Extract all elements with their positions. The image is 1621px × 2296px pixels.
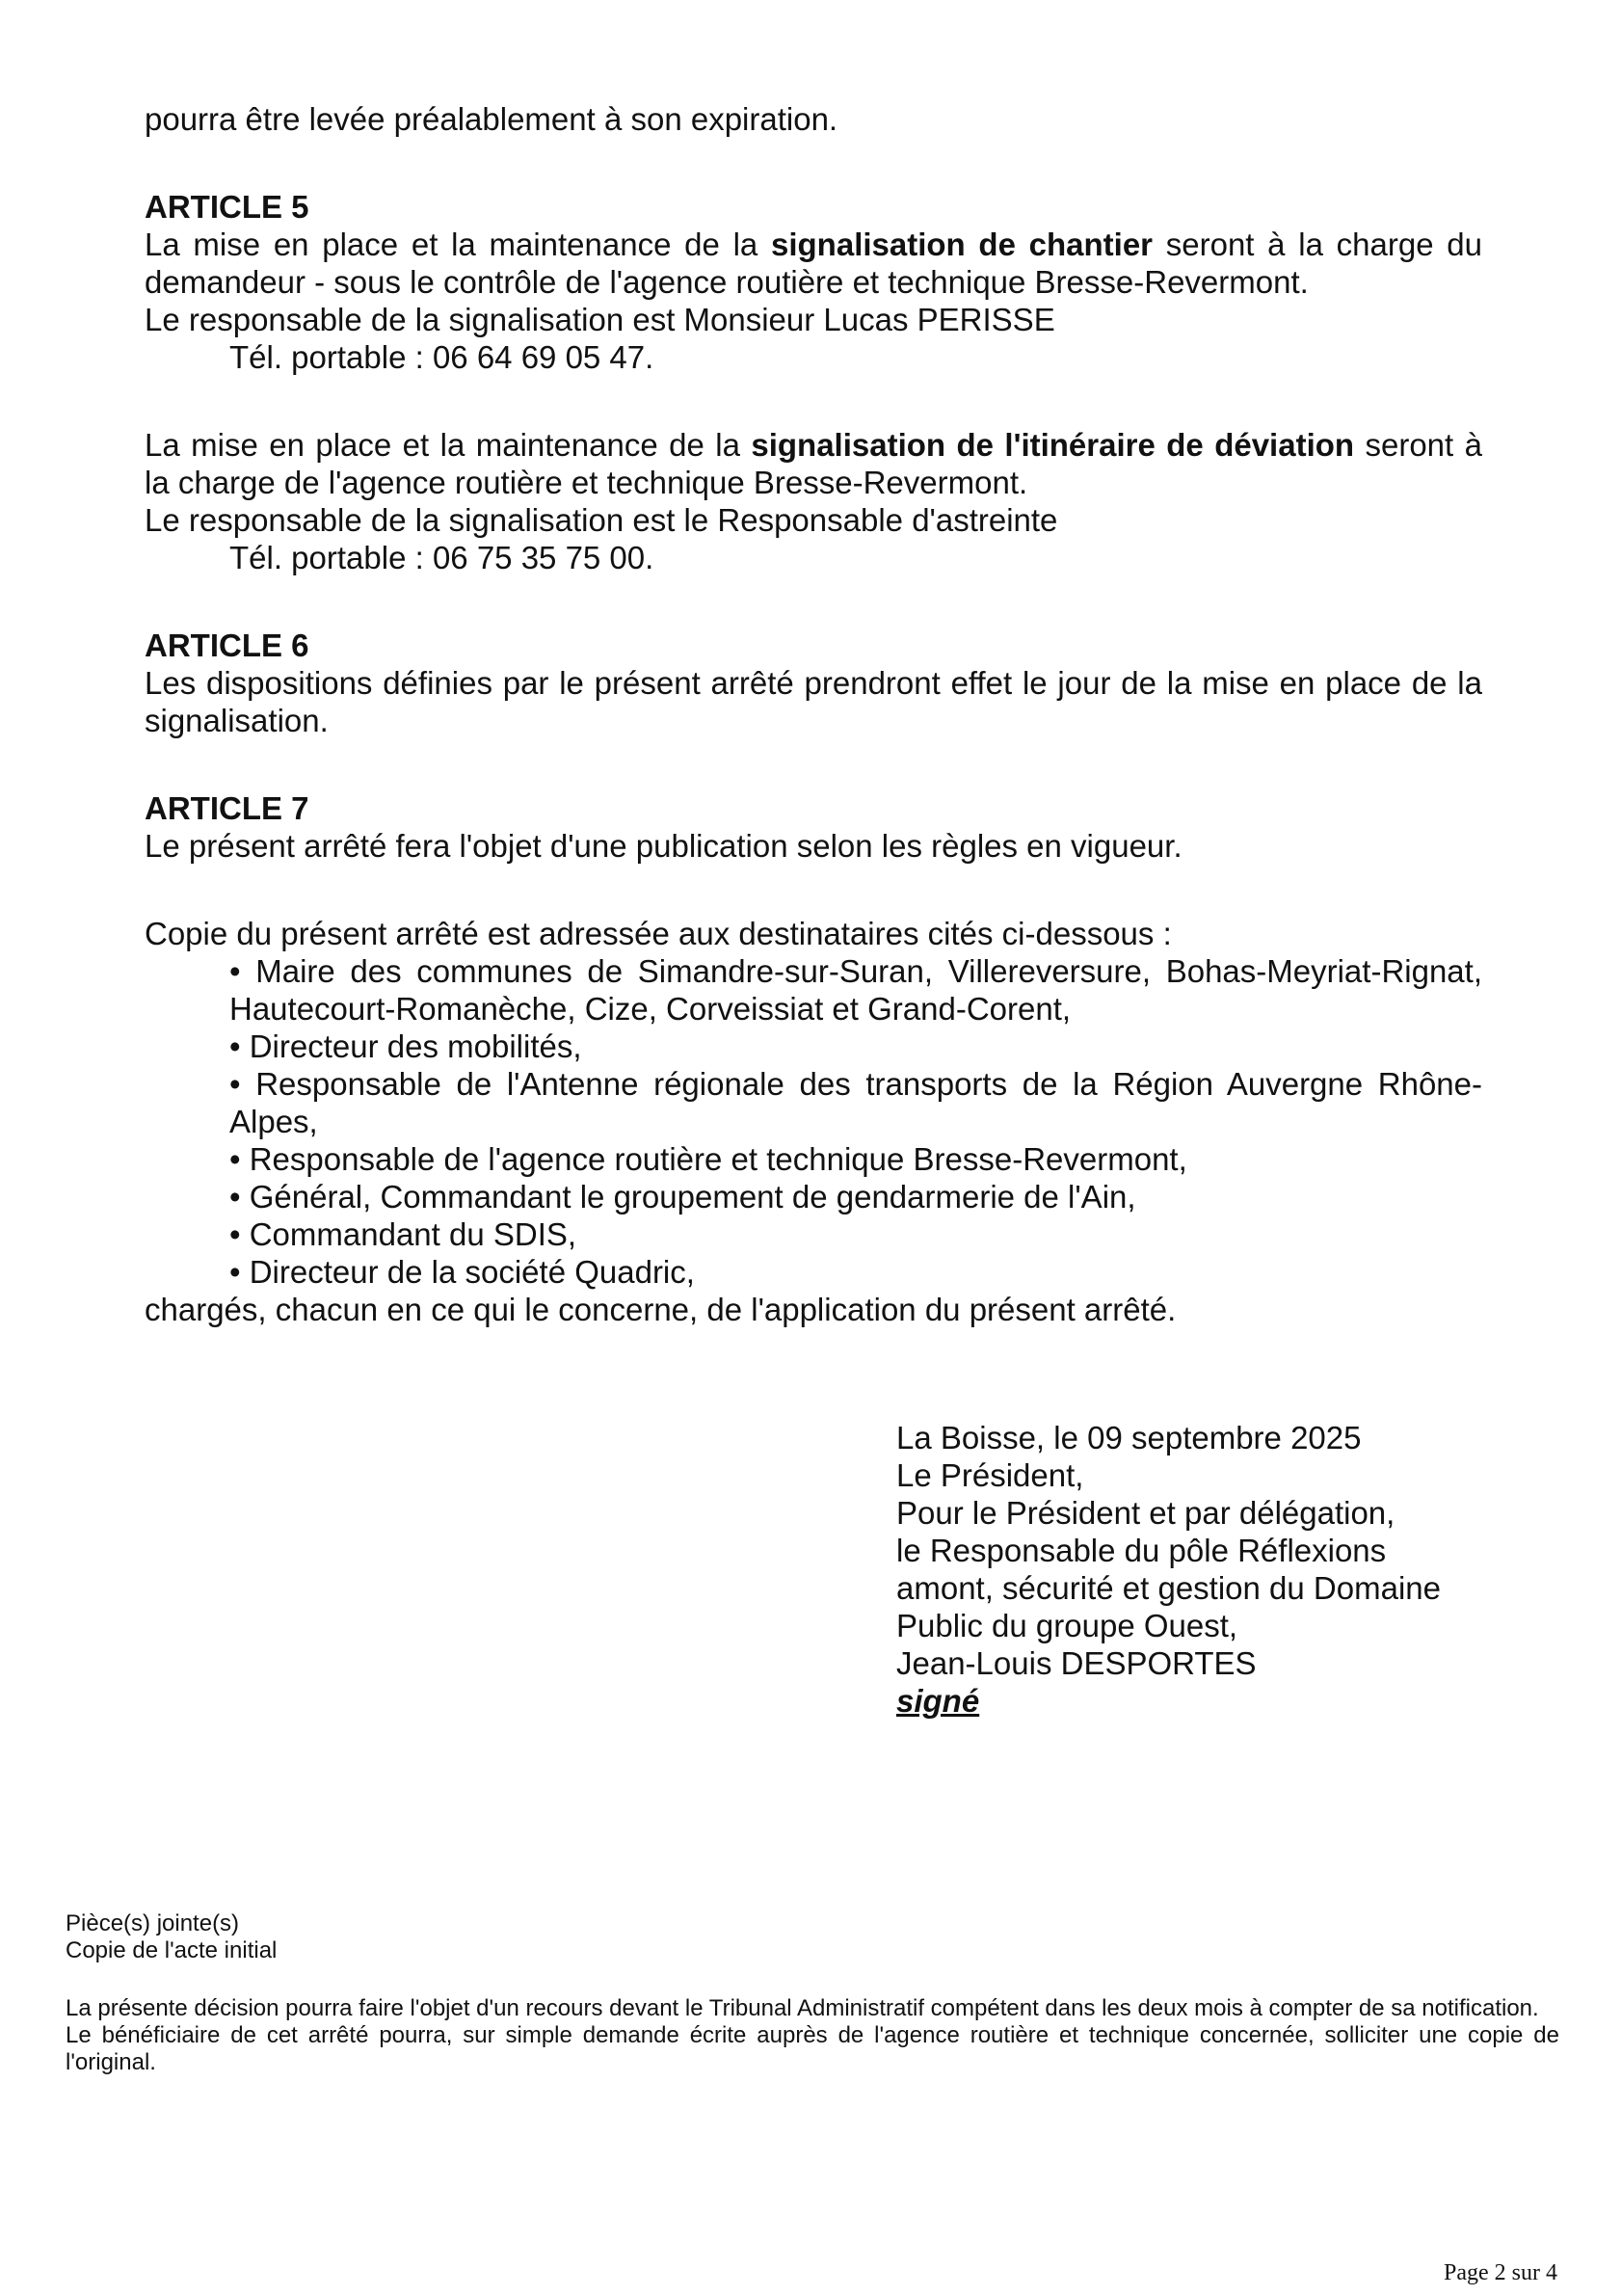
distribution-closing: chargés, chacun en ce qui le concerne, de l'application du présent arrêté.	[145, 1292, 1177, 1327]
recipient-item: • Commandant du SDIS,	[229, 1216, 577, 1252]
article-7-heading: ARTICLE 7	[145, 790, 309, 826]
article-5-paragraph-2	[145, 426, 1482, 501]
signature-line-4: amont, sécurité et gestion du Domaine	[896, 1570, 1441, 1606]
legal-notice	[66, 1995, 1559, 2076]
signature-block	[896, 1419, 1513, 1720]
main-body	[145, 100, 1482, 1328]
article-5-tel-2: Tél. portable : 06 75 35 75 00.	[229, 540, 654, 575]
article-7-text: Le présent arrêté fera l'objet d'une publication selon les règles en vigueur.	[145, 828, 1183, 864]
recipient-item: • Responsable de l'Antenne régionale des transports de la Région Auvergne Rhône-Alpes,	[229, 1066, 1482, 1139]
signature-line-2: Pour le Président et par délégation,	[896, 1495, 1395, 1531]
article-5-responsible-2: Le responsable de la signalisation est le Responsable d'astreinte	[145, 502, 1058, 538]
recipient-list	[145, 952, 1482, 1291]
article-5-p2-bold: signalisation de l'itinéraire de déviation	[751, 427, 1355, 463]
attachments-label: Pièce(s) jointe(s)	[66, 1910, 240, 1936]
recipient-item: • Maire des communes de Simandre-sur-Suran, Villereversure, Bohas-Meyriat-Rignat, Hautecourt-Romanèche, Cize, Corveissiat et Grand-Corent,	[229, 953, 1482, 1027]
article-6-text: Les dispositions définies par le présent arrêté prendront effet le jour de la mise en place de la signalisation.	[145, 665, 1482, 738]
article-5-responsible-1: Le responsable de la signalisation est Monsieur Lucas PERISSE	[145, 302, 1055, 337]
article-5-p2-prefix: La mise en place et la maintenance de la	[145, 427, 752, 463]
attachment-item: Copie de l'acte initial	[66, 1937, 278, 1963]
article-5-p1-bold: signalisation de chantier	[771, 227, 1154, 262]
recipient-item: • Directeur de la société Quadric,	[229, 1254, 695, 1290]
attachments-block	[66, 1910, 1559, 1964]
article-5-p1-suffix: seront à la charge du demandeur - sous le contrôle de l'agence routière et technique Bresse-Revermont.	[145, 227, 1482, 300]
article-5-p2-suffix: seront à la charge de l'agence routière et technique Bresse-Revermont.	[145, 427, 1482, 500]
article-5-paragraph-1	[145, 226, 1482, 301]
recipient-item: • Responsable de l'agence routière et technique Bresse-Revermont,	[229, 1141, 1187, 1177]
distribution-intro: Copie du présent arrêté est adressée aux destinataires cités ci-dessous :	[145, 916, 1172, 951]
legal-copy-request: Le bénéficiaire de cet arrêté pourra, sur simple demande écrite auprès de l'agence routière et technique concernée, solliciter une copie de l'original.	[66, 2022, 1559, 2075]
signed-mark: signé	[896, 1683, 980, 1719]
article-5-p1-prefix: La mise en place et la maintenance de la	[145, 227, 771, 262]
article-5-tel-1: Tél. portable : 06 64 69 05 47.	[229, 339, 654, 375]
signature-line-5: Public du groupe Ouest,	[896, 1608, 1238, 1643]
signature-line-3: le Responsable du pôle Réflexions	[896, 1533, 1387, 1568]
article-5-heading: ARTICLE 5	[145, 189, 309, 225]
page-number: Page 2 sur 4	[1444, 2260, 1557, 2285]
legal-recourse: La présente décision pourra faire l'objet d'un recours devant le Tribunal Administratif compétent dans les deux mois à compter de sa notification.	[66, 1995, 1539, 2021]
continuation-text: pourra être levée préalablement à son expiration.	[145, 101, 838, 137]
recipient-item: • Général, Commandant le groupement de gendarmerie de l'Ain,	[229, 1179, 1136, 1215]
article-6-heading: ARTICLE 6	[145, 627, 309, 663]
signature-place-date: La Boisse, le 09 septembre 2025	[896, 1420, 1362, 1455]
recipient-item: • Directeur des mobilités,	[229, 1028, 582, 1064]
signature-line-1: Le Président,	[896, 1457, 1084, 1493]
signatory-name: Jean-Louis DESPORTES	[896, 1645, 1257, 1681]
